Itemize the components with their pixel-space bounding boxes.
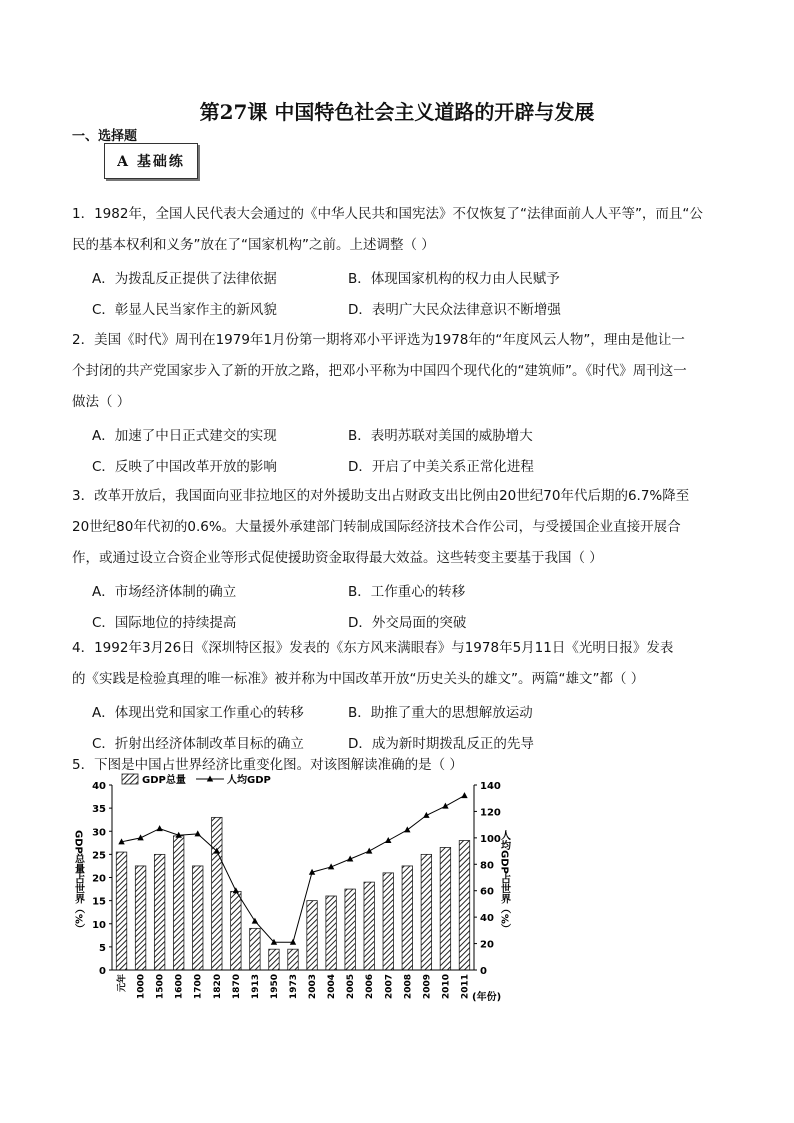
economy-chart [64, 770, 514, 1010]
gdp-bar [231, 891, 241, 970]
right-tick-label: 100 [480, 833, 501, 845]
gdp-bar [459, 841, 469, 971]
y-axis-title: GDP总量占世界（%） [72, 830, 84, 934]
question-2-text-line: 2．美国《时代》周刊在1979年1月份第一期将邓小平评选为1978年的“年度风云人物”，理由是他让一 [72, 332, 685, 348]
question-4-option-B[interactable]: B．助推了重大的思想解放运动 [348, 705, 533, 721]
left-tick-label: 30 [92, 827, 106, 839]
gdp-bar [326, 896, 336, 970]
gdp-bar [402, 866, 412, 970]
question-4-option-D[interactable]: D．成为新时期拨乱反正的先导 [348, 736, 534, 752]
question-1-option-B[interactable]: B．体现国家机构的权力由人民赋予 [348, 271, 560, 287]
per-capita-point [404, 826, 410, 832]
category-label: 2003 [308, 974, 319, 1000]
category-label: 2006 [365, 974, 376, 1000]
question-1-text-line: 1．1982年，全国人民代表大会通过的《中华人民共和国宪法》不仅恢复了“法律面前人人平等”，而且“公 [72, 206, 703, 222]
x-axis-unit: (年份) [472, 992, 502, 1003]
per-capita-polyline [122, 796, 465, 943]
question-1-option-D[interactable]: D．表明广大民众法律意识不断增强 [348, 302, 561, 318]
gdp-bar [383, 873, 393, 970]
category-label: 1500 [155, 974, 166, 1000]
question-3-option-B[interactable]: B．工作重心的转移 [348, 584, 466, 600]
left-tick-label: 15 [92, 896, 106, 908]
gdp-bar [307, 901, 317, 970]
gdp-bar [364, 882, 374, 970]
left-tick-label: 35 [92, 804, 106, 816]
left-tick-label: 20 [92, 873, 106, 885]
question-3-text-line: 20世纪80年代初的0.6%。大量援外承建部门转制成国际经济技术合作公司，与受援国企业直接开展合 [72, 519, 681, 535]
category-label: 2007 [384, 974, 395, 1000]
level-label-box: A 基础练 [104, 143, 198, 179]
gdp-bar [116, 852, 126, 970]
category-label: 1700 [193, 974, 204, 1000]
right-tick-label: 80 [480, 860, 494, 872]
question-1-text-line: 民的基本权利和义务”放在了“国家机构”之前。上述调整（ ） [72, 237, 435, 253]
question-5-text-line: 5．下图是中国占世界经济比重变化图。对该图解读准确的是（ ） [72, 757, 463, 773]
question-1-option-C[interactable]: C．彰显人民当家作主的新风貌 [92, 302, 277, 318]
legend-label-gdp: GDP总量 [142, 775, 186, 786]
gdp-bar [269, 949, 279, 970]
gdp-bar [135, 866, 145, 970]
category-label: 2009 [422, 974, 433, 1000]
left-tick-label: 25 [92, 850, 106, 862]
category-label: 1820 [212, 974, 223, 1000]
per-capita-point [195, 830, 201, 836]
question-2-option-D[interactable]: D．开启了中美关系正常化进程 [348, 459, 534, 475]
gdp-bars [116, 817, 469, 970]
gdp-bar [345, 889, 355, 970]
gdp-bar [288, 949, 298, 970]
category-label: 2011 [460, 974, 471, 1000]
gdp-bar [421, 854, 431, 970]
question-2-text-line: 做法（ ） [72, 394, 131, 410]
category-label: 1950 [269, 974, 280, 1000]
category-label: 2005 [346, 974, 357, 1000]
question-1-option-A[interactable]: A．为拨乱反正提供了法律依据 [92, 271, 277, 287]
per-capita-point [156, 825, 162, 831]
chart-legend [122, 773, 271, 786]
left-tick-label: 5 [99, 942, 106, 954]
per-capita-point [423, 812, 429, 818]
per-capita-point [385, 837, 391, 843]
right-tick-label: 40 [480, 913, 494, 925]
question-3-text-line: 作，或通过设立合资企业等形式促使援助资金取得最大效益。这些转变主要基于我国（ ） [72, 550, 603, 566]
question-4-text-line: 的《实践是检验真理的唯一标准》被并称为中国改革开放“历史关头的雄文”。两篇“雄文”都（ ） [72, 671, 645, 687]
per-capita-point [252, 918, 258, 924]
per-capita-line [118, 792, 467, 945]
question-3-option-D[interactable]: D．外交局面的突破 [348, 615, 467, 631]
category-label: 1600 [174, 974, 185, 1000]
gdp-bar [250, 928, 260, 970]
category-label: 2010 [441, 974, 452, 1000]
right-tick-label: 140 [480, 781, 501, 792]
question-4-text-line: 4．1992年3月26日《深圳特区报》发表的《东方风来满眼春》与1978年5月11日《光明日报》发表 [72, 640, 674, 656]
left-tick-label: 10 [92, 919, 106, 931]
question-3-text-line: 3．改革开放后，我国面向亚非拉地区的对外援助支出占财政支出比例由20世纪70年代后期的6.7%降至 [72, 488, 690, 504]
gdp-bar [154, 854, 164, 970]
gdp-bar [192, 866, 202, 970]
gdp-bar [212, 817, 222, 970]
question-4-option-A[interactable]: A．体现出党和国家工作重心的转移 [92, 705, 304, 721]
question-2-text-line: 个封闭的共产党国家步入了新的开放之路，把邓小平称为中国四个现代化的“建筑师”。《时代》周刊这一 [72, 363, 687, 379]
left-tick-label: 40 [92, 781, 106, 792]
category-label: 2008 [403, 974, 414, 1000]
y2-axis-title: 人均GDP占世界（%） [498, 830, 510, 934]
right-tick-label: 20 [480, 939, 494, 951]
legend-label-per-capita: 人均GDP [227, 775, 271, 786]
per-capita-point [233, 887, 239, 893]
gdp-bar [440, 847, 450, 970]
right-tick-label: 0 [480, 966, 487, 977]
category-label: 2004 [327, 974, 338, 1000]
question-2-option-A[interactable]: A．加速了中日正式建交的实现 [92, 428, 277, 444]
question-2-option-C[interactable]: C．反映了中国改革开放的影响 [92, 459, 277, 475]
per-capita-point [137, 834, 143, 840]
per-capita-point [366, 848, 372, 854]
question-3-option-A[interactable]: A．市场经济体制的确立 [92, 584, 237, 600]
category-label: 1913 [250, 974, 261, 1000]
category-label: 1870 [231, 974, 242, 1000]
per-capita-point [461, 792, 467, 798]
page-title: 第27课 中国特色社会主义道路的开辟与发展 [199, 100, 595, 124]
gdp-bar [173, 836, 183, 970]
question-2-option-B[interactable]: B．表明苏联对美国的威胁增大 [348, 428, 533, 444]
left-tick-label: 0 [99, 966, 106, 977]
per-capita-point [442, 803, 448, 809]
right-tick-label: 120 [480, 807, 501, 819]
category-label: 1000 [136, 974, 147, 1000]
legend-bar-swatch [122, 774, 138, 784]
right-tick-label: 60 [480, 886, 494, 898]
section-heading: 一、选择题 [72, 129, 138, 144]
question-3-option-C[interactable]: C．国际地位的持续提高 [92, 615, 237, 631]
category-label: 1973 [289, 974, 299, 1000]
category-label: 元年 [117, 974, 128, 993]
question-4-option-C[interactable]: C．折射出经济体制改革目标的确立 [92, 736, 304, 752]
